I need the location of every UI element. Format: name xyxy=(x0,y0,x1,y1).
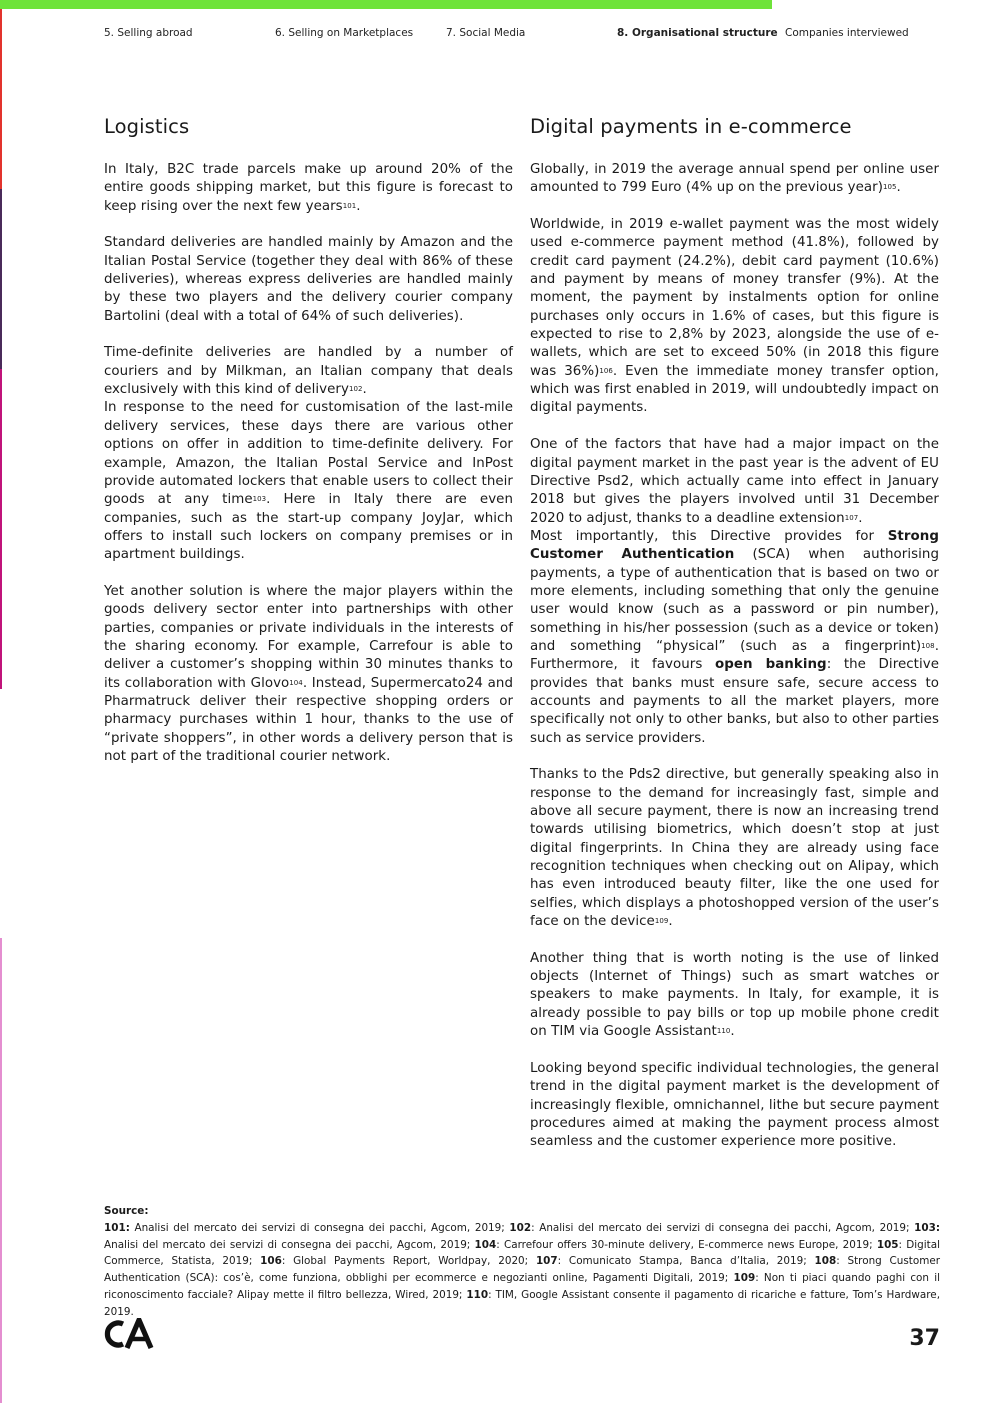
source-ref-number: 107 xyxy=(535,1255,558,1268)
source-ref-text: : Strong Customer Authentication (SCA): cos’è, come funziona, obblighi per ecommerce e negozianti online, Pagamenti Digitali, 2019; xyxy=(104,1255,940,1285)
source-ref-number: 102 xyxy=(509,1221,532,1234)
source-ref-number: 103: xyxy=(914,1221,941,1234)
footnote-ref: 104 xyxy=(289,678,303,687)
source-ref-number: 106 xyxy=(260,1255,282,1268)
ca-logo-icon xyxy=(103,1318,155,1350)
footnote-ref: 107 xyxy=(844,513,859,522)
paragraph: Worldwide, in 2019 e-wallet payment was the most widely used e-commerce payment method (41.8%), followed by credit card payment (24.2%), debit card payment (10.6%) and payment by means of money transfer (9%). At the moment, the payment by instalments option for online purchases only occurs in 1.6% of cases, but this figure is expected to rise to 2,8% by 2023, alongside the use of e-wallets, which are set to exceed 50% (in 2018 this figure was 36%)$^{106}$. Even the immediate money transfer option, which was first enabled in 2019, will undoubtedly impact on digital payments. xyxy=(530,217,939,416)
source-ref-number: 110 xyxy=(466,1288,489,1301)
footnote-ref: 106 xyxy=(599,366,613,375)
logistics-column xyxy=(104,113,513,766)
source-ref-text: Analisi del mercato dei servizi di consegna dei pacchi, Agcom, 2019; xyxy=(104,1238,475,1251)
source-ref-text: : TIM, Google Assistant consente il pagamento di ricariche e fatture, Tom’s Hardware, 2019. xyxy=(104,1288,940,1318)
page-number: 37 xyxy=(909,1326,940,1351)
source-ref-number: 105 xyxy=(876,1238,899,1251)
section-title-logistics: Logistics xyxy=(104,115,190,138)
sources-list xyxy=(104,1220,940,1321)
paragraph: Most importantly, this Directive provides for Strong Customer Authentication (SCA) when authorising payments, a type of authentication that is based on two or more elements, including something that only the genuine user would know (such as a password or pin number), something in his/her possession (such as a device or token) and something “physical” (such as a fingerprint)$^{108}$. Furthermore, it favours open banking: the Directive provides that banks must ensure safe, secure access to accounts and payments to all the market players, more specifically not only to other banks, but also to other parties such as service providers. xyxy=(530,528,940,746)
paragraph: In response to the need for customisation of the last-mile delivery services, these days there are various other options on offer in addition to time-definite delivery. For example, Amazon, the Italian Postal Service and InPost provide automated lockers that enable users to collect their goods at any time$^{103}$. Here in Italy there are even companies, such as the start-up company JoyJar, which offers to install such lockers on company premises or in apartment buildings. xyxy=(104,400,513,563)
footnote-ref: 108 xyxy=(921,641,935,650)
paragraph: Another thing that is worth noting is the use of linked objects (Internet of Things) such as smart watches or speakers to make payments. In Italy, for example, it is already possible to pay bills or top up mobile phone credit on TIM via Google Assistant$^{110}$. xyxy=(530,950,939,1040)
source-ref-number: 104 xyxy=(474,1238,497,1251)
left-edge-stripe xyxy=(0,938,2,1403)
paragraph: Time-definite deliveries are handled by a number of couriers and by Milkman, an Italian company that deals exclusively with this kind of delivery$^{102}$. xyxy=(104,345,513,398)
paragraph: Globally, in 2019 the average annual spend per online user amounted to 799 Euro (4% up on the previous year)$^{105}$. xyxy=(530,162,939,196)
source-ref-text: : Global Payments Report, Worldpay, 2020; xyxy=(281,1255,536,1268)
source-ref-number: 101: xyxy=(104,1221,130,1234)
paragraph: Looking beyond specific individual technologies, the general trend in the digital payment market is the development of increasingly flexible, omnichannel, lithe but secure payment procedures aimed at making the payment process almost seamless and the customer experience more positive. xyxy=(530,1060,939,1150)
nav-item-companies-interviewed[interactable]: Companies interviewed xyxy=(785,27,909,39)
nav-item-selling-abroad[interactable]: 5. Selling abroad xyxy=(104,27,193,39)
footnote-ref: 102 xyxy=(348,385,363,394)
source-ref-text: : Digital Commerce, Statista, 2019; xyxy=(104,1238,940,1268)
section-title-digital-payments: Digital payments in e-commerce xyxy=(530,115,852,138)
left-edge-stripe xyxy=(0,189,2,369)
digital-payments-column xyxy=(530,113,939,1152)
paragraph: In Italy, B2C trade parcels make up around 20% of the entire goods shipping market, but this figure is forecast to keep rising over the next few years$^{101}$. xyxy=(104,162,513,214)
section-nav xyxy=(0,27,992,41)
source-ref-number: 108 xyxy=(814,1255,837,1268)
top-accent-bar xyxy=(0,0,772,9)
sources-header: Source: xyxy=(104,1205,149,1217)
nav-item-organisational-structure[interactable]: 8. Organisational structure xyxy=(617,27,778,39)
paragraph: Yet another solution is where the major players within the goods delivery sector enter into partnerships with other parties, companies or private individuals in the interests of the sharing economy. For example, Carrefour is able to deliver a customer’s shopping within 30 minutes thanks to its collaboration with Glovo$^{104}$. Instead, Supermercato24 and Pharmatruck deliver their respective shopping orders or pharmacy purchases within 1 hour, thanks to the use of “private shoppers”, in other words a delivery person that is not part of the traditional courier network. xyxy=(104,583,513,764)
left-edge-stripe xyxy=(0,369,2,689)
source-ref-number: 109 xyxy=(733,1272,756,1285)
footnote-ref: 109 xyxy=(654,917,669,926)
nav-item-social-media[interactable]: 7. Social Media xyxy=(446,27,526,39)
footnote-ref: 110 xyxy=(716,1027,731,1036)
sources-footnote xyxy=(104,1203,940,1321)
source-ref-text: : Analisi del mercato dei servizi di consegna dei pacchi, Agcom, 2019; xyxy=(531,1221,915,1234)
source-ref-text: Analisi del mercato dei servizi di consegna dei pacchi, Agcom, 2019; xyxy=(129,1221,510,1234)
source-ref-text: : Comunicato Stampa, Banca d’Italia, 2019; xyxy=(557,1255,815,1268)
paragraph: Standard deliveries are handled mainly by Amazon and the Italian Postal Service (together they deal with 86% of these deliveries), whereas express deliveries are handled mainly by these two players and the delivery courier company Bartolini (deal with a total of 64% of such deliveries). xyxy=(104,235,513,324)
paragraph: One of the factors that have had a major impact on the digital payment market in the past year is the advent of EU Directive Psd2, which actually came into effect in January 2018 but gives the players involved until 31 December 2020 to adjust, thanks to a deadline extension$^{107}$. xyxy=(530,437,939,526)
source-ref-text: : Carrefour offers 30-minute delivery, E-commerce news Europe, 2019; xyxy=(496,1238,877,1251)
paragraph: Thanks to the Pds2 directive, but generally speaking also in response to the demand for increasingly fast, simple and above all secure payment, there is now an increasing trend towards utilising biometrics, which doesn’t stop at just digital fingerprints. In China they are already using face recognition techniques when checking out on Alipay, which has even introduced beauty filter, like the one used for selfies, which displays a photoshopped version of the user’s face on the device$^{109}$. xyxy=(530,767,939,930)
footnote-ref: 101 xyxy=(342,201,357,210)
footnote-ref: 103 xyxy=(252,495,267,504)
nav-item-marketplaces[interactable]: 6. Selling on Marketplaces xyxy=(275,27,414,39)
footnote-ref: 105 xyxy=(882,183,897,192)
brand-logo xyxy=(103,1318,155,1354)
source-ref-text: : Non ti piaci quando paghi con il riconoscimento facciale? Alipay mette il filtro bellezza, Wired, 2019; xyxy=(104,1272,941,1301)
